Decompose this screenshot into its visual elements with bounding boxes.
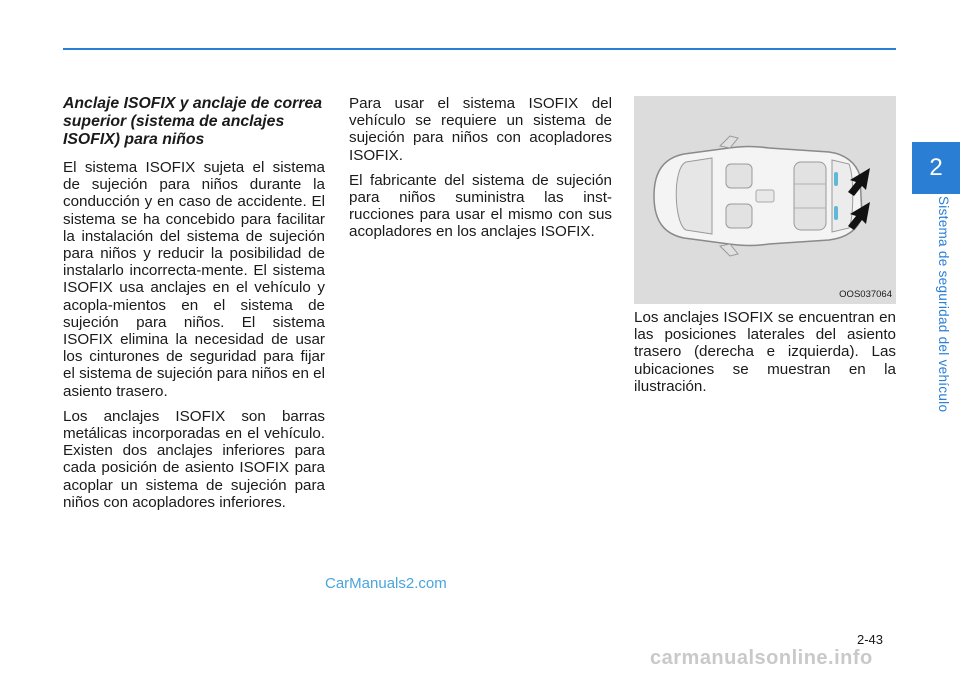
paragraph: Para usar el sistema ISOFIX del vehículo se requiere un sistema de sujeción para niños con acopladores ISOFIX. bbox=[349, 95, 612, 164]
paragraph: El sistema ISOFIX sujeta el sistema de sujeción para niños durante la conducción y en caso de accidente. El sistema se ha concebido para facilitar la instalación del sistema de sujeción para niños y reducir la posibilidad de instalarlo incorrecta-mente. El sistema ISOFIX usa anclajes en el vehículo y acopla-mientos en el sistema de sujeción para niños. El sistema ISOFIX elimina la necesidad de usar los cinturones de seguridad para fijar el sistema de sujeción para niños en el asiento trasero. bbox=[63, 159, 325, 400]
footer-watermark: carmanualsonline.info bbox=[650, 647, 873, 669]
car-top-view-illustration bbox=[634, 96, 896, 304]
section-heading: Anclaje ISOFIX y anclaje de correa superior (sistema de anclajes ISOFIX) para niños bbox=[63, 95, 323, 148]
paragraph: Los anclajes ISOFIX son barras metálicas incorporadas en el vehículo. Existen dos anclajes inferiores para cada posición de asiento ISOFIX para acoplar un sistema de sujeción para niños con acopladores inferiores. bbox=[63, 407, 325, 511]
top-rule bbox=[63, 48, 896, 50]
chapter-tab bbox=[912, 142, 960, 194]
figure-code: OOS037064 bbox=[839, 289, 892, 300]
watermark-link[interactable]: CarManuals2.com bbox=[325, 575, 447, 592]
text-column-1 bbox=[63, 95, 325, 519]
paragraph: El fabricante del sistema de sujeción para niños suministra las inst-rucciones para usar el mismo con sus acopladores en los anclajes ISOFIX. bbox=[349, 171, 612, 241]
isofix-figure bbox=[634, 96, 896, 304]
paragraph: Los anclajes ISOFIX se encuentran en las posiciones laterales del asiento trasero (derecha e izquierda). Las ubicaciones se muestran en la ilustración. bbox=[634, 309, 896, 395]
page-number: 2-43 bbox=[857, 632, 884, 647]
text-column-2 bbox=[349, 95, 612, 249]
chapter-number: 2 bbox=[929, 154, 943, 181]
text-column-3 bbox=[634, 309, 896, 403]
chapter-title: Sistema de seguridad del vehículo bbox=[936, 196, 951, 413]
